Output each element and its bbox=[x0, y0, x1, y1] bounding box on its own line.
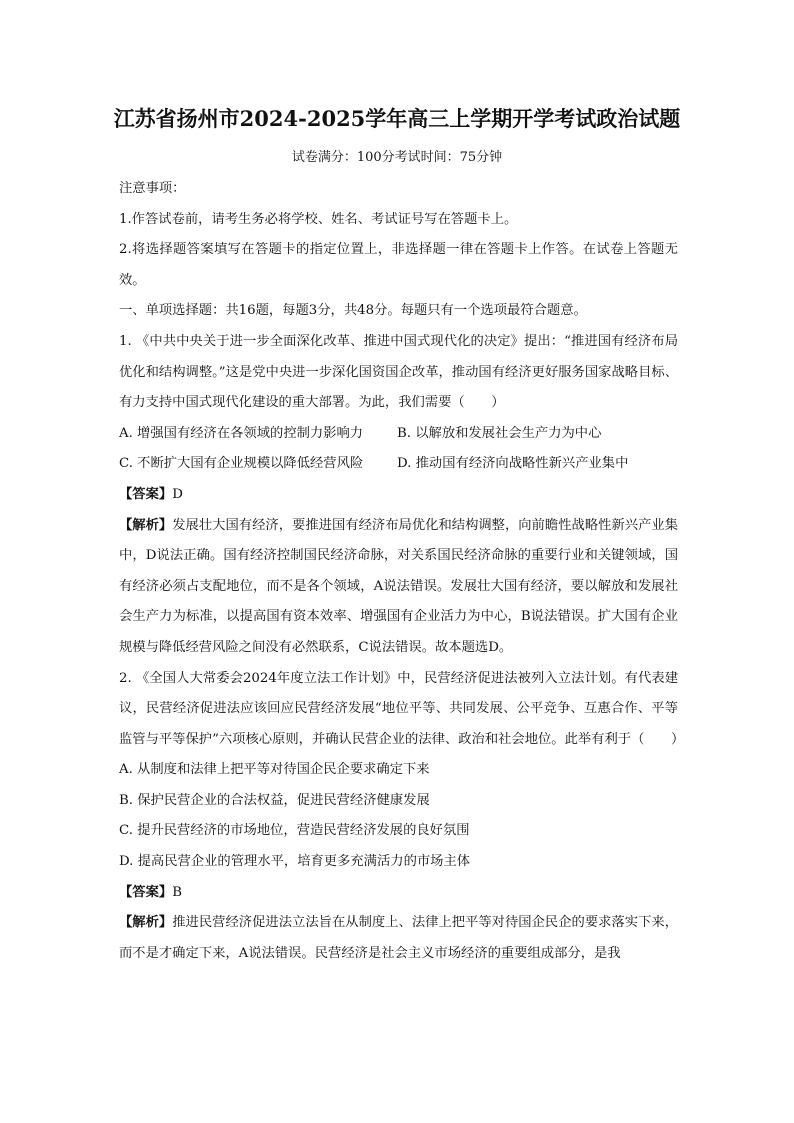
option-row bbox=[119, 449, 678, 480]
answer-line bbox=[119, 878, 678, 909]
notes-heading: 注意事项： bbox=[119, 181, 186, 196]
document-title: 江苏省扬州市2024-2025学年高三上学期开学考试政治试题 bbox=[113, 106, 681, 131]
answer-label: 【答案】 bbox=[119, 486, 173, 502]
answer-value: B bbox=[172, 884, 182, 900]
answer-value: D bbox=[172, 486, 183, 502]
answer-label: 【答案】 bbox=[119, 884, 173, 900]
option-c: C. 提升民营经济的市场地位，营造民营经济发展的良好氛围 bbox=[119, 823, 470, 839]
analysis-label: 【解析】 bbox=[119, 915, 173, 931]
option-d: D. 推动国有经济向战略性新兴产业集中 bbox=[397, 456, 629, 472]
question-stem: 2. 《全国人大常委会2024年度立法工作计划》中，民营经济促进法被列入立法计划。有代表建议，民营经济促进法应该回应民营经济发展“地位平等、共同发展、公平竞争、互惠合作、平等监管与平等保护”六项核心原则，并确认民营企业的法律、政治和社会地位。此举有利于（ ） bbox=[119, 670, 685, 747]
analysis-label: 【解析】 bbox=[119, 517, 173, 533]
note-item: 1.作答试卷前，请考生务必将学校、姓名、考试证号写在答题卡上。 bbox=[119, 211, 518, 227]
option-row bbox=[119, 419, 678, 450]
analysis-paragraph bbox=[119, 511, 678, 664]
answer-line bbox=[119, 480, 678, 511]
option-b: B. 以解放和发展社会生产力为中心 bbox=[397, 425, 602, 441]
document-body bbox=[119, 174, 685, 969]
analysis-text: 发展壮大国有经济，要推进国有经济布局优化和结构调整，向前瞻性战略性新兴产业集中，D说法正确。国有经济控制国民经济命脉，对关系国民经济命脉的重要行业和关键领域，国有经济必须占支配地位，而不是各个领域，A说法错误。发展壮大国有经济，要以解放和发展社会生产力为标准，以提高国有资本效率、增强国有企业活力为中心，B说法错误。扩大国有企业规模与降低经营风险之间没有必然联系，C说法错误。故本题选D。 bbox=[119, 517, 679, 655]
note-item: 2.将选择题答案填写在答题卡的指定位置上，非选择题一律在答题卡上作答。在试卷上答题无效。 bbox=[119, 242, 678, 288]
exam-info: 试卷满分：100分考试时间：75分钟 bbox=[291, 150, 503, 165]
analysis-text: 推进民营经济促进法立法旨在从制度上、法律上把平等对待国企民企的要求落实下来，而不是才确定下来，A说法错误。民营经济是社会主义市场经济的重要组成部分，是我 bbox=[119, 915, 679, 961]
question-stem: 1. 《中共中央关于进一步全面深化改革、推进中国式现代化的决定》提出：“推进国有经济布局优化和结构调整。”这是党中央进一步深化国资国企改革，推动国有经济更好服务国家战略目标、有力支持中国式现代化建设的重大部署。为此，我们需要（ ） bbox=[119, 333, 678, 411]
option-a: A. 增强国有经济在各领域的控制力影响力 bbox=[119, 425, 364, 441]
option-d: D. 提高民营企业的管理水平，培育更多充满活力的市场主体 bbox=[119, 854, 471, 870]
section-heading: 一、单项选择题：共16题，每题3分，共48分。每题只有一个选项最符合题意。 bbox=[119, 303, 587, 319]
analysis-paragraph bbox=[119, 908, 678, 969]
option-a: A. 从制度和法律上把平等对待国企民企要求确定下来 bbox=[119, 762, 430, 778]
option-c: C. 不断扩大国有企业规模以降低经营风险 bbox=[119, 456, 364, 472]
option-b: B. 保护民营企业的合法权益，促进民营经济健康发展 bbox=[119, 792, 430, 808]
